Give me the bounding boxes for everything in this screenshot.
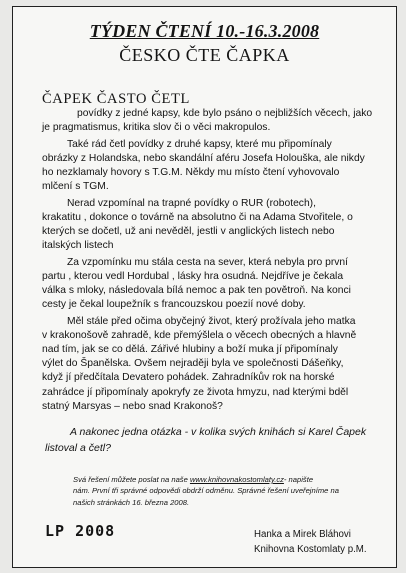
library-website-link[interactable]: www.knihovnakostomlaty.cz (189, 475, 284, 484)
text-line: Měl stále před očima obyčejný život, který prožívala jeho matka (67, 316, 356, 328)
quiz-question (45, 425, 385, 456)
text-line: Nerad vzpomínal na trapné povídky o RUR (robotech), (67, 197, 316, 209)
text-line: když jí předčítala Devatero pohádek. Zahradníkův rok na horské (42, 372, 335, 384)
text-line: kterých se dočetl, už ani nevěděl, jestli v anglických listech nebo (42, 226, 335, 238)
paragraph-3 (42, 197, 387, 253)
note-line: nám. První tři správné odpovědi obdrží odměnu. Správné řešení uveřejníme na (73, 486, 339, 496)
text-line: v krakonošově zahradě, kde přemýšlela o věcech obecných a hlavně (42, 330, 357, 342)
text-line: Také rád četl povídky z druhé kapsy, které mu připomínaly (67, 138, 332, 150)
text-line: nad tím, jak se co dělá. Zářivé hlubiny a boží muka jí připomínaly (42, 344, 338, 356)
question-line: A nakonec jedna otázka - v kolika svých knihách si Karel Čapek (70, 426, 367, 438)
text-line: ho nezklamaly hovory s T.G.M. Někdy mu místo čtení vyhovovalo (42, 167, 340, 179)
note-text: Svá řešení můžete poslat na naše (73, 475, 190, 484)
reading-week-flyer (12, 6, 397, 568)
text-line: krakatitu , dokonce o továrně na absolutno či na Adama Stvořitele, o (42, 212, 353, 224)
signature-block (254, 528, 367, 557)
author-names: Hanka a Mirek Bláhovi (254, 529, 351, 540)
paragraph-4 (42, 256, 387, 312)
text-line: statný Marsyas – nebo snad Krakonoš? (42, 400, 223, 412)
note-line: našich stránkách 16. března 2008. (73, 497, 190, 507)
text-line: Za vzpomínku mu stála cesta na sever, která nebyla pro první (67, 257, 349, 268)
paragraph-5 (42, 315, 387, 414)
note-text: - napište (283, 475, 314, 484)
lp-2008-stamp: LP 2008 (45, 522, 116, 540)
paragraph-1 (42, 107, 387, 135)
text-line: povídky z jedné kapsy, kde bylo psáno o nejbližších věcech, jako (77, 108, 373, 119)
text-line: italských listech (42, 240, 114, 252)
text-line: partu , kterou vedl Hordubal , lásky hra osudná. Nejdříve je čekala (42, 271, 344, 283)
text-line: výlet do Španělska. Ovšem nejraději byla ve společnosti Dášeňky, (42, 358, 344, 370)
article-body (42, 107, 387, 416)
question-line: listoval a četl? (45, 441, 111, 454)
page-title (13, 21, 396, 42)
paragraph-2 (42, 138, 387, 194)
page-subtitle: ČESKO ČTE ČAPKA (119, 45, 290, 65)
text-line: mlčení s TGM. (42, 181, 109, 193)
note-line (73, 474, 383, 485)
section-heading: ČAPEK ČASTO ČETL (42, 91, 190, 107)
text-line: cesty je čekal loupežník s francouzskou poezií nové doby. (42, 299, 306, 311)
text-line: zahrádce jí připomínaly apokryfy ze života hmyzu, nad kterými bděl (42, 386, 349, 398)
text-line: obrázky z Holandska, nebo skandální aféru Josefa Holouška, ale nikdy (42, 152, 365, 164)
library-name: Knihovna Kostomlaty p.M. (254, 543, 367, 555)
text-line: válka s mloky, následovala bílá nemoc a pak ten povětroň. Na konci (42, 285, 351, 297)
submission-note (73, 474, 383, 508)
page-title-text: TÝDEN ČTENÍ 10.-16.3.2008 (89, 21, 320, 41)
text-line: je pragmatismus, kritika slov či o věci makropulos. (42, 122, 271, 134)
